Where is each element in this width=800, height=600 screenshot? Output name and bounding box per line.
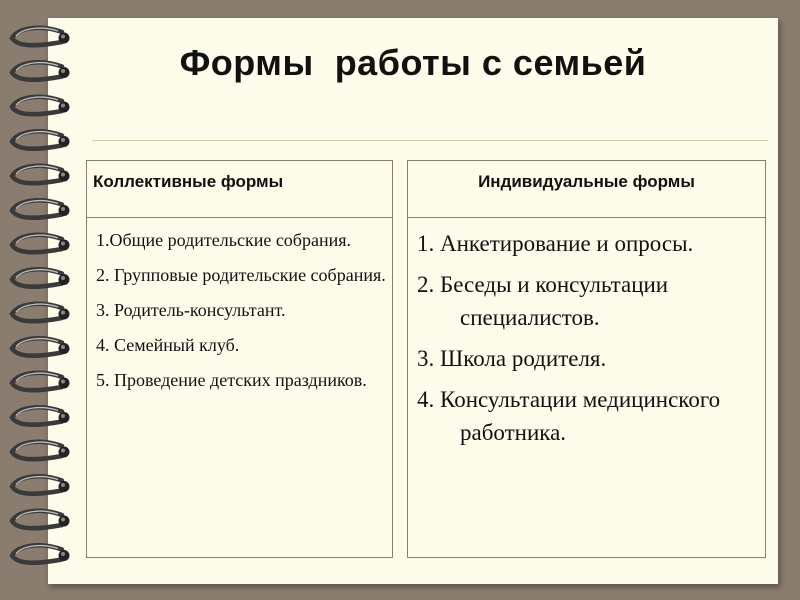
spiral-ring	[12, 131, 70, 149]
individual-forms-column	[407, 160, 766, 558]
spiral-ring	[12, 407, 70, 425]
collective-forms-column	[86, 160, 393, 558]
spiral-ring	[12, 373, 70, 391]
spiral-ring	[12, 511, 70, 529]
list-item: 1. Анкетирование и опросы.	[417, 231, 694, 256]
spiral-ring	[12, 200, 70, 218]
spiral-binding-icon	[0, 0, 90, 600]
spiral-ring	[12, 442, 70, 460]
list-item: 2. Беседы и консультации специалистов.	[417, 272, 669, 330]
spiral-ring	[12, 269, 70, 287]
individual-forms-header: Индивидуальные формы	[408, 161, 765, 218]
list-item: 4. Семейный клуб.	[96, 335, 240, 355]
spiral-ring	[12, 476, 70, 494]
individual-forms-list	[408, 227, 765, 457]
list-item: 3. Школа родителя.	[417, 346, 607, 371]
title-divider	[92, 140, 768, 141]
list-item: 4. Консультации медицинского работника.	[417, 387, 721, 445]
collective-forms-list	[87, 227, 392, 402]
list-item: 5. Проведение детских праздников.	[96, 370, 367, 390]
spiral-ring	[12, 97, 70, 115]
spiral-ring	[12, 304, 70, 322]
spiral-ring	[12, 338, 70, 356]
spiral-ring	[12, 545, 70, 563]
list-item: 3. Родитель-консультант.	[96, 300, 286, 320]
collective-forms-header: Коллективные формы	[87, 161, 392, 218]
spiral-ring	[12, 235, 70, 253]
list-item: 1.Общие родительские собрания.	[96, 230, 351, 250]
spiral-ring	[12, 166, 70, 184]
slide-title: Формы работы с семьей	[179, 42, 647, 83]
list-item: 2. Групповые родительские собрания.	[96, 265, 386, 285]
